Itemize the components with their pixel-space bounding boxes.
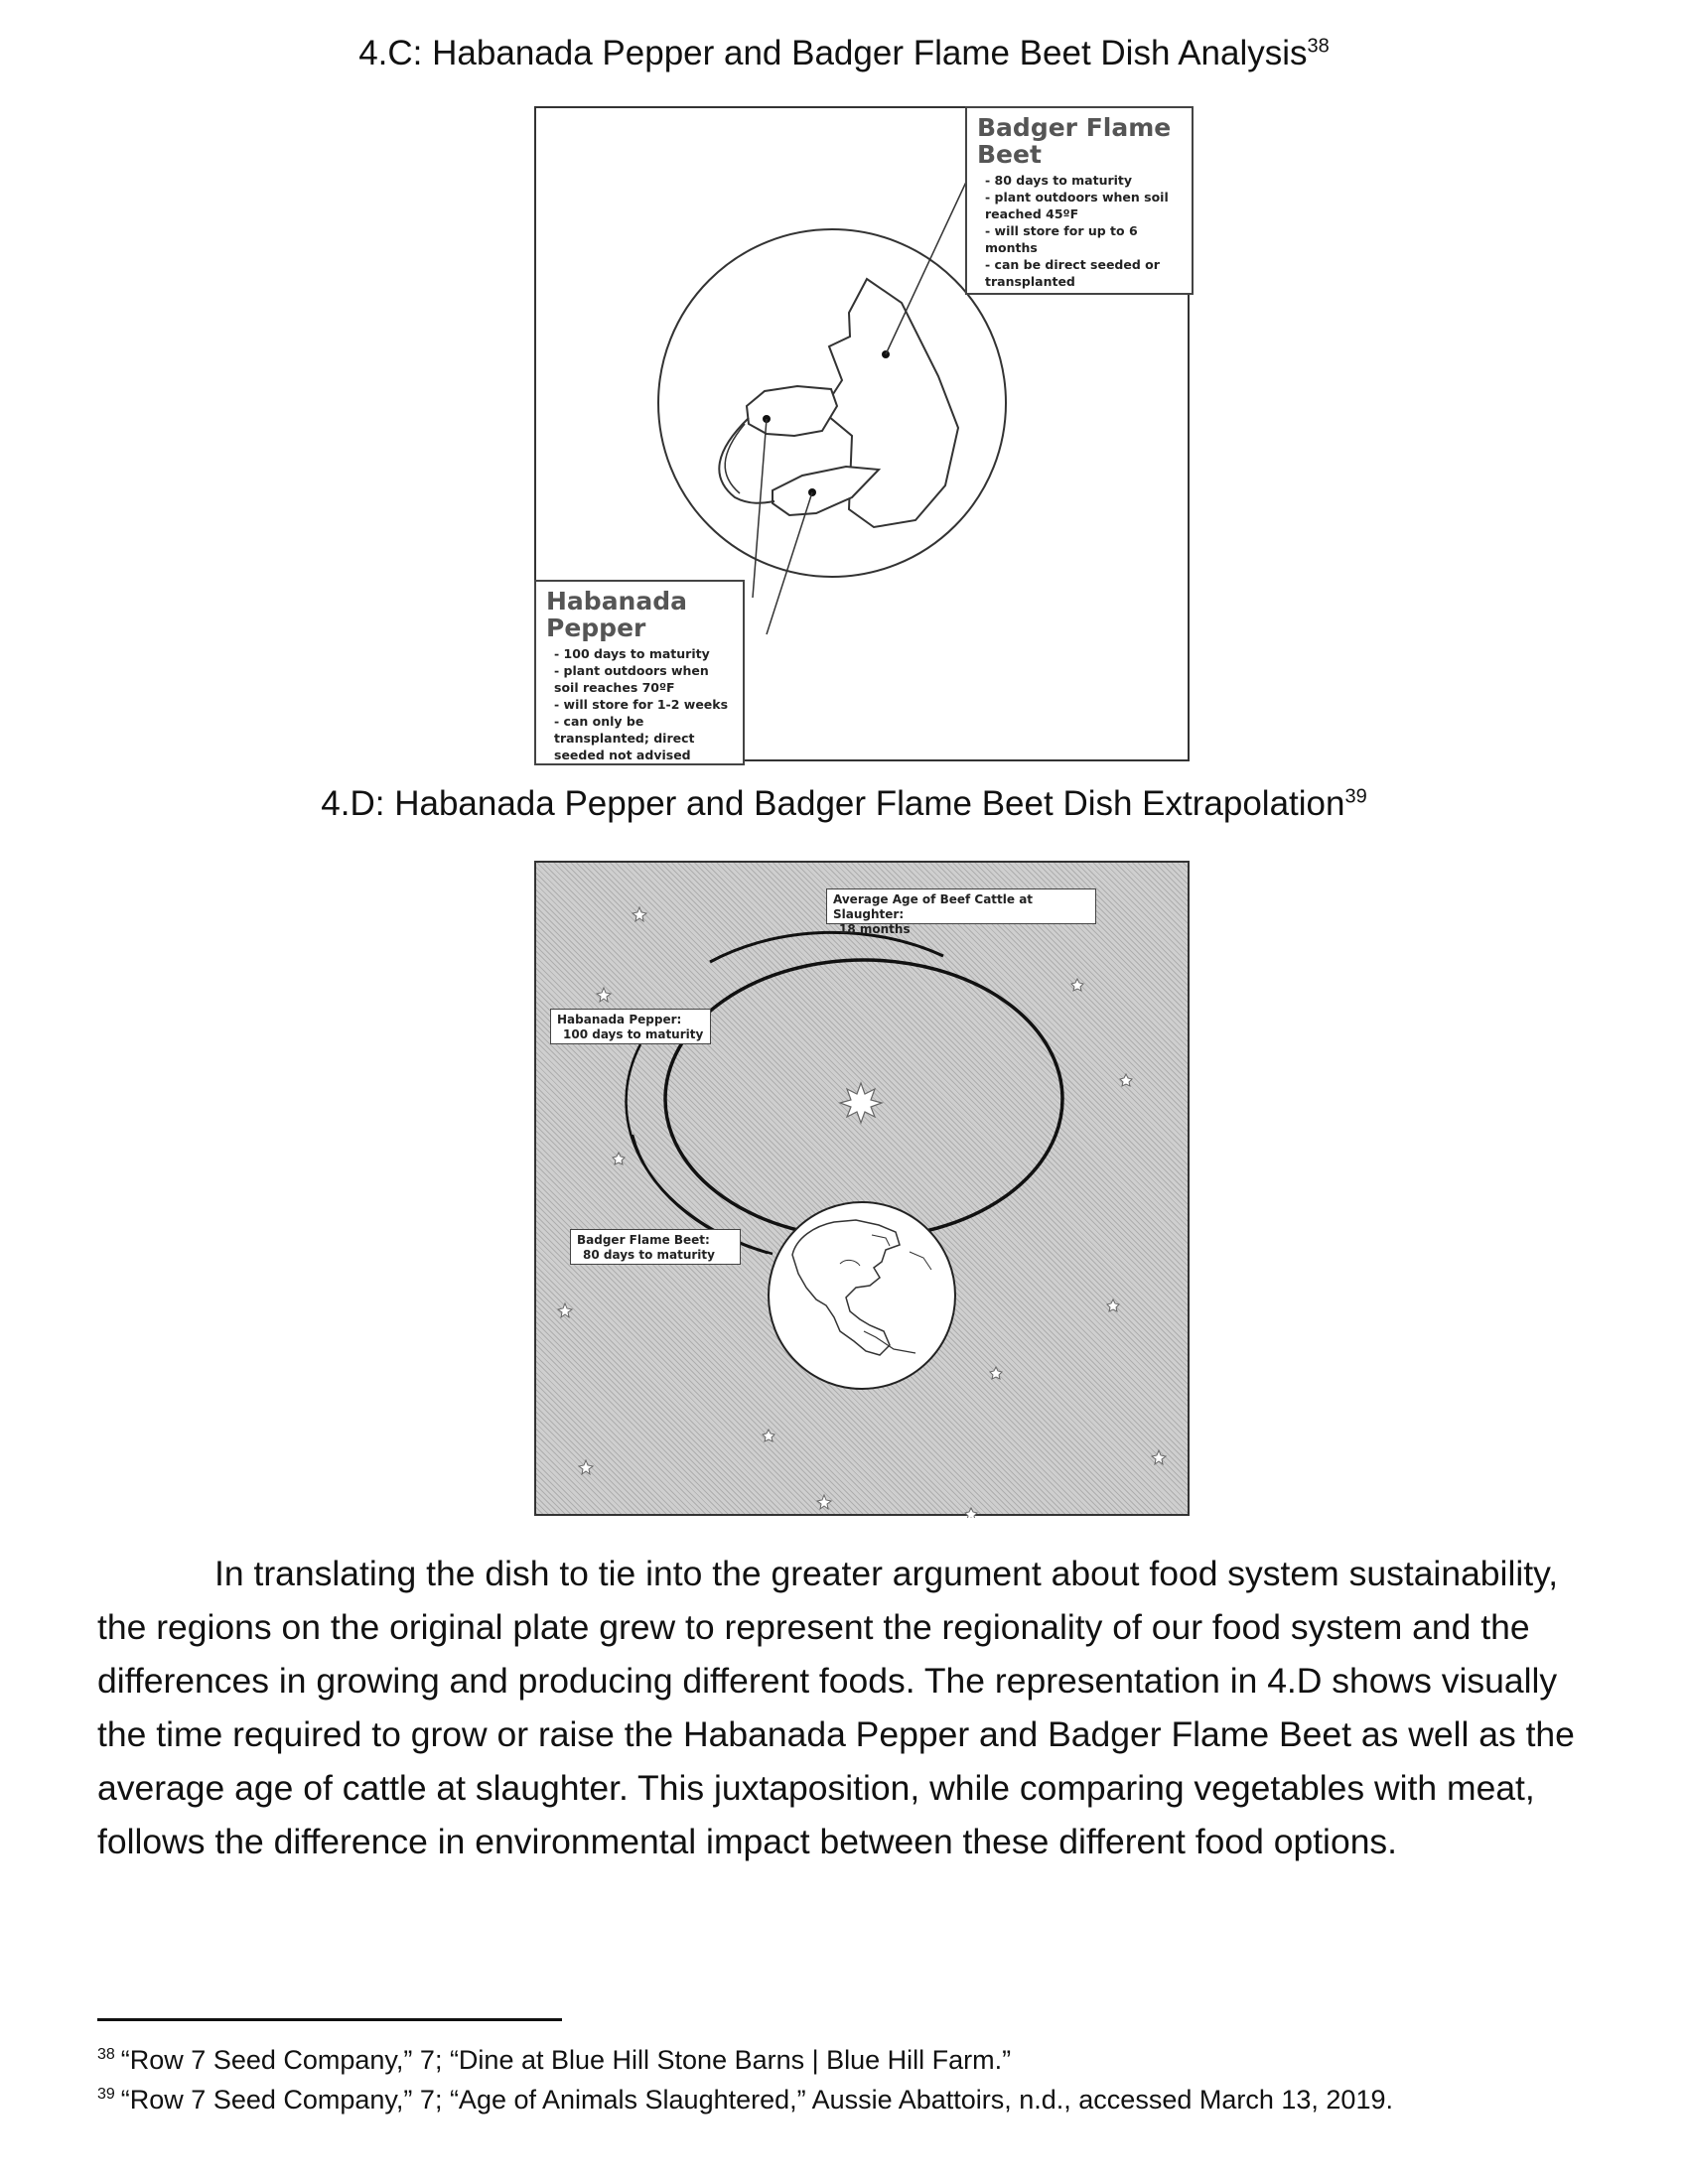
footnote-ref-38[interactable]: 38: [1307, 35, 1330, 58]
star-icon: [613, 1153, 625, 1164]
figure-c-title-text: Habanada Pepper and Badger Flame Beet Dish Analysis: [432, 34, 1308, 72]
star-icon: [763, 1430, 774, 1441]
pepper-info-box: [534, 580, 745, 765]
cattle-label: Average Age of Beef Cattle at Slaughter: 18 months: [826, 888, 1096, 924]
star-icon: [558, 1303, 572, 1317]
figure-d-number: 4.D:: [321, 784, 385, 823]
star-icon: [1120, 1074, 1132, 1086]
star-icon: [1071, 979, 1083, 991]
pepper-fact: - plant outdoors when soil reaches 70ºF: [554, 662, 733, 696]
footnote-39: [97, 2085, 1393, 2116]
pepper-info-title: Habanada Pepper: [546, 587, 687, 642]
footnote-ref-39[interactable]: 39: [1344, 785, 1367, 808]
footnote-38: [97, 2045, 1011, 2076]
pepper-facts: [554, 645, 733, 763]
pepper-fact: - 100 days to maturity: [554, 645, 733, 662]
footnote-text: “Row 7 Seed Company,” 7; “Age of Animals Slaughtered,” Aussie Abattoirs, n.d., accessed March 13, 2019.: [120, 2085, 1393, 2115]
star-icon: [817, 1495, 831, 1509]
pepper-region-upper: [747, 386, 837, 436]
figure-d-title: [0, 784, 1688, 824]
orbit-diagram: [536, 863, 1192, 1518]
figure-c-title: [0, 34, 1688, 73]
footnote-divider: [97, 2018, 562, 2021]
beet-info-title: Badger Flame Beet: [977, 113, 1172, 169]
figure-d-title-text: Habanada Pepper and Badger Flame Beet Dish Extrapolation: [394, 784, 1345, 823]
beet-facts: [985, 172, 1182, 290]
pepper-fact: - can only be transplanted; direct seeded not advised: [554, 713, 733, 763]
star-icon: [965, 1508, 977, 1518]
star-icon: [1152, 1450, 1166, 1464]
earth-globe-icon: [769, 1202, 955, 1389]
beet-fact: - plant outdoors when soil reached 45ºF: [985, 189, 1182, 222]
star-icon: [990, 1367, 1002, 1379]
footnote-text: “Row 7 Seed Company,” 7; “Dine at Blue Hill Stone Barns | Blue Hill Farm.”: [120, 2045, 1012, 2075]
figure-c-panel: [534, 106, 1190, 761]
beet-info-box: [965, 106, 1194, 295]
beet-fact: - can be direct seeded or transplanted: [985, 256, 1182, 290]
star-icon: [633, 907, 646, 921]
star-icon: [597, 988, 611, 1002]
footnote-number: 39: [97, 2086, 115, 2103]
footnote-number: 38: [97, 2046, 115, 2063]
beet-fact: - will store for up to 6 months: [985, 222, 1182, 256]
star-icon: [579, 1460, 593, 1474]
sun-icon: [840, 1083, 882, 1123]
beet-orbit-label: Badger Flame Beet: 80 days to maturity: [570, 1229, 741, 1265]
figure-c-number: 4.C:: [358, 34, 423, 72]
beet-fact: - 80 days to maturity: [985, 172, 1182, 189]
body-paragraph: In translating the dish to tie into the greater argument about food system sustainability, the regions on the original plate grew to represent the regionality of our food system and the differences in growing and producing different foods. The representation in 4.D shows visually the time required to grow or raise the Habanada Pepper and Badger Flame Beet as well as the average age of cattle at slaughter. This juxtaposition, while comparing vegetables with meat, follows the difference in environmental impact between these different food options.: [97, 1554, 1575, 1861]
figure-d-panel: [534, 861, 1190, 1516]
pepper-fact: - will store for 1-2 weeks: [554, 696, 733, 713]
star-icon: [1107, 1299, 1119, 1311]
pepper-orbit-label: Habanada Pepper: 100 days to maturity: [550, 1009, 711, 1044]
